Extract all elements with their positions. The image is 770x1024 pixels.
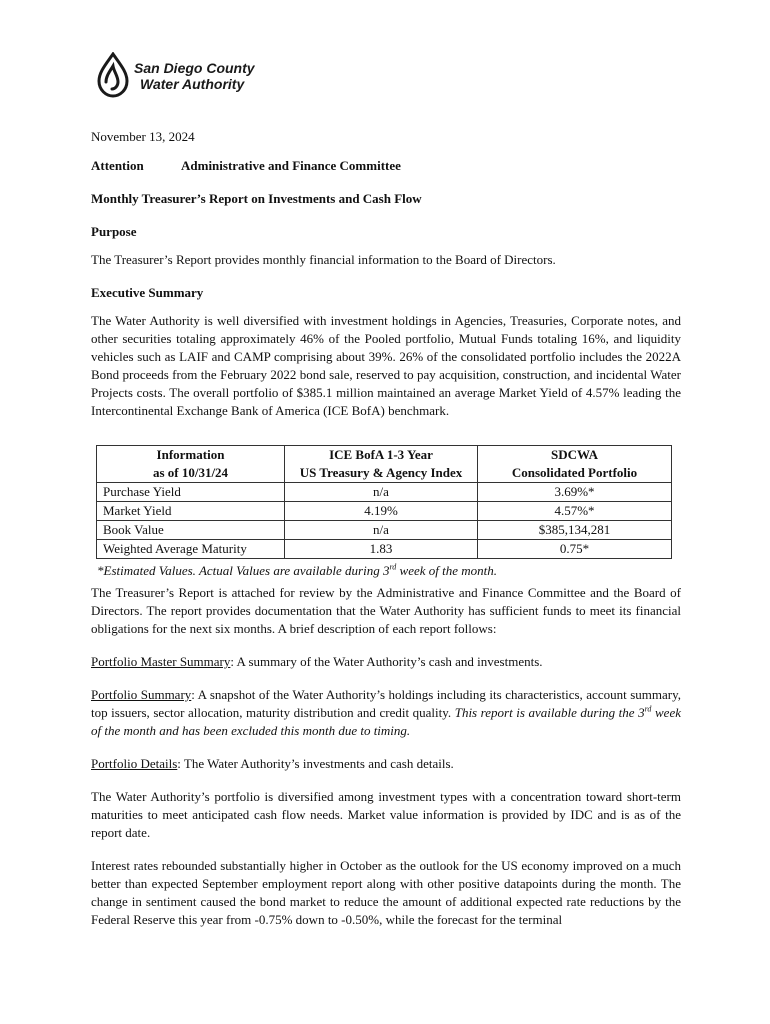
portfolio-master-summary-para: Portfolio Master Summary: A summary of the Water Authority’s cash and investments. <box>91 654 543 669</box>
table-cell: 4.57%* <box>478 502 672 521</box>
logo-text <box>134 60 255 92</box>
table-cell: 3.69%* <box>478 483 672 502</box>
table-cell: Book Value <box>97 521 285 540</box>
table-cell: 1.83 <box>285 540 478 559</box>
table-header-cell: Information as of 10/31/24 <box>97 446 285 483</box>
purpose-text: The Treasurer’s Report provides monthly financial information to the Board of Directors. <box>91 252 556 267</box>
table-row <box>97 483 672 502</box>
table-row <box>97 521 672 540</box>
portfolio-details-label: Portfolio Details <box>91 756 178 771</box>
table-cell: n/a <box>285 483 478 502</box>
attention-line <box>91 157 401 175</box>
portfolio-summary-label: Portfolio Summary <box>91 687 192 702</box>
organization-logo <box>96 52 266 98</box>
estimated-values-note: *Estimated Values. Actual Values are available during 3rd week of the month. <box>97 562 498 578</box>
logo-line-1: San Diego County <box>134 60 255 76</box>
document-date: November 13, 2024 <box>91 129 195 144</box>
table-cell: 4.19% <box>285 502 478 521</box>
table-row <box>97 502 672 521</box>
executive-summary-heading: Executive Summary <box>91 285 204 300</box>
table-header-row <box>97 446 672 483</box>
table-header-cell: SDCWA Consolidated Portfolio <box>478 446 672 483</box>
executive-summary-text: The Water Authority is well diversified with investment holdings in Agencies, Treasuries, Corporate notes, and other securities totaling approximately 46% of the Pooled portfolio, Mutual Funds totaling 16%, and liquidity vehicles such as LAIF and CAMP comprising about 39%. 26% of the consolidated portfolio includes the 2022A Bond proceeds from the February 2022 bond sale, reserved to pay acquisition, construction, and incidental Water Projects costs. The overall portfolio of $385.1 million maintained an average Market Yield of 4.57% leading the Intercontinental Exchange Bank of America (ICE BofA) benchmark. <box>91 313 681 418</box>
table-cell: 0.75* <box>478 540 672 559</box>
table-header-cell: ICE BofA 1-3 Year US Treasury & Agency Index <box>285 446 478 483</box>
portfolio-master-summary-label: Portfolio Master Summary <box>91 654 231 669</box>
attention-label: Attention <box>91 158 144 173</box>
attached-report-text: The Treasurer’s Report is attached for review by the Administrative and Finance Committee and the Board of Directors. The report provides documentation that the Water Authority has sufficient funds to meet its financial obligations for the next six months. A brief description of each report follows: <box>91 585 681 636</box>
table-cell: Purchase Yield <box>97 483 285 502</box>
table-row <box>97 540 672 559</box>
interest-rates-text: Interest rates rebounded substantially higher in October as the outlook for the US economy improved on a much better than expected September employment report along with other positive datapoints during the month. The change in sentiment caused the bond market to reduce the amount of additional expected rate reductions by the Federal Reserve this year from -0.75% down to -0.50%, while the forecast for the terminal <box>91 858 681 927</box>
document-subject: Monthly Treasurer’s Report on Investments and Cash Flow <box>91 191 422 206</box>
table-cell: Weighted Average Maturity <box>97 540 285 559</box>
table-cell: Market Yield <box>97 502 285 521</box>
portfolio-summary-para: Portfolio Summary: A snapshot of the Water Authority’s holdings including its characteristics, account summary, top issuers, sector allocation, maturity distribution and credit quality. This report is available during the 3rd week of the month and has been excluded this month due to timing. <box>91 687 681 738</box>
attention-value: Administrative and Finance Committee <box>181 158 401 173</box>
table-cell: $385,134,281 <box>478 521 672 540</box>
portfolio-diversification-text: The Water Authority’s portfolio is diversified among investment types with a concentration toward short-term maturities to meet anticipated cash flow needs. Market value information is provided by IDC and is as of the report date. <box>91 789 681 840</box>
portfolio-details-para: Portfolio Details: The Water Authority’s investments and cash details. <box>91 756 454 771</box>
table-cell: n/a <box>285 521 478 540</box>
portfolio-info-table <box>96 445 672 559</box>
logo-line-2: Water Authority <box>140 76 245 92</box>
purpose-heading: Purpose <box>91 224 137 239</box>
water-drop-logo-icon <box>96 52 130 98</box>
